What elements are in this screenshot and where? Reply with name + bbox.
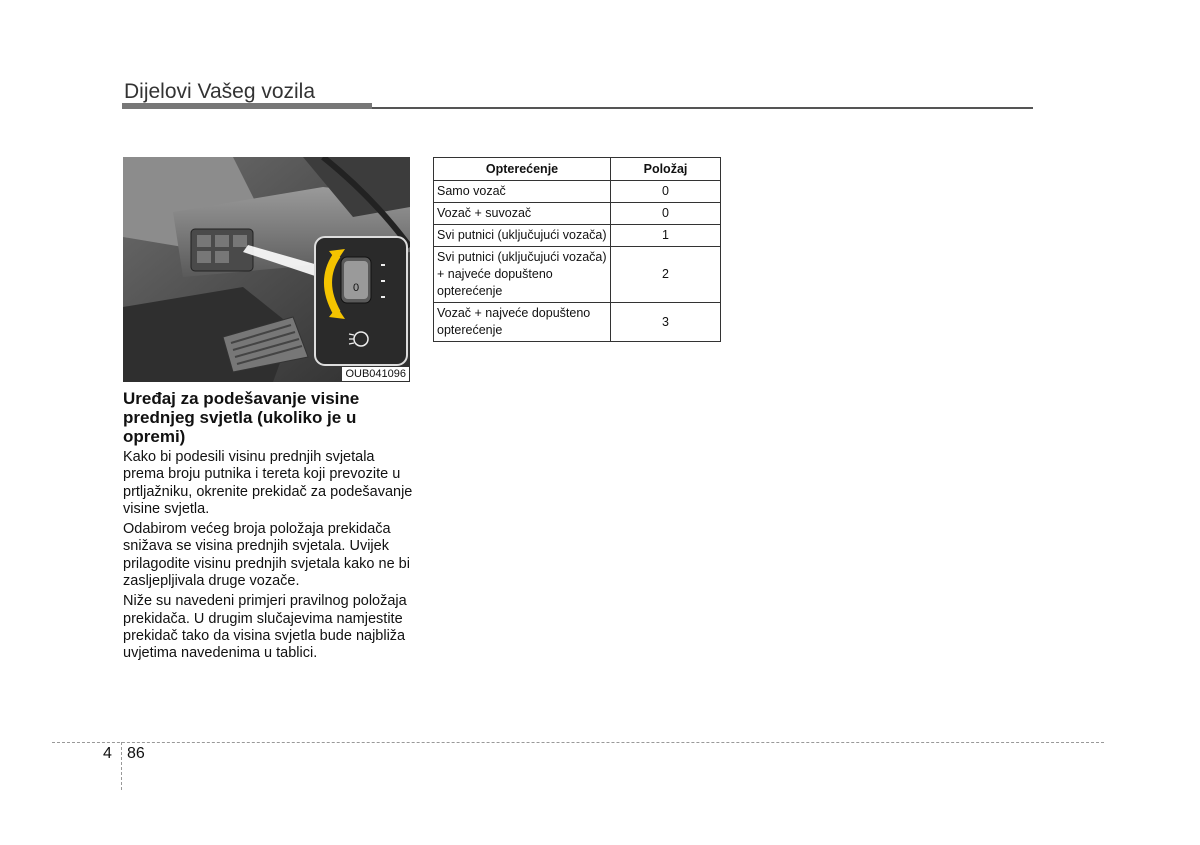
svg-text:0: 0 (352, 282, 360, 294)
table-header-row (434, 158, 721, 181)
load-position-table (433, 157, 721, 342)
page-header-title: Dijelovi Vašeg vozila (124, 80, 316, 103)
table-row (434, 181, 721, 203)
dashboard-illustration (123, 157, 410, 382)
position-cell: 0 (611, 181, 721, 203)
table-row (434, 225, 721, 247)
position-cell: 3 (611, 303, 721, 342)
body-text (123, 449, 415, 666)
section-heading: Uređaj za podešavanje visine prednjeg svjetla (ukoliko je u opremi) (123, 389, 360, 446)
chapter-number: 4 (103, 745, 112, 762)
paragraph: Odabirom većeg broja položaja prekidača snižava se visina prednjih svjetala. Uvijek prilagodite visinu prednjih svjetala kako ne bi zasljepljivala druge vozače. (123, 521, 410, 590)
load-cell: Vozač + suvozač (434, 203, 611, 225)
table-row (434, 203, 721, 225)
load-cell: Samo vozač (434, 181, 611, 203)
footer-divider (52, 742, 1104, 743)
headlight-leveling-figure (123, 157, 410, 382)
paragraph: Niže su navedeni primjeri pravilnog položaja prekidača. U drugim slučajevima namjestite prekidač tako da visina svjetla bude najbliža uvjetima navedenima u tablici. (123, 593, 407, 662)
footer-vertical-divider (121, 742, 122, 790)
load-cell: Vozač + najveće dopušteno opterećenje (434, 303, 611, 342)
table-row (434, 247, 721, 303)
figure-code: OUB041096 (342, 367, 409, 381)
position-cell: 0 (611, 203, 721, 225)
position-cell: 1 (611, 225, 721, 247)
column-header-position: Položaj (611, 158, 721, 181)
header-rule-thin (372, 107, 1033, 109)
page-number: 86 (127, 745, 145, 762)
load-cell: Svi putnici (uključujući vozača) + najveće dopušteno opterećenje (434, 247, 611, 303)
paragraph: Kako bi podesili visinu prednjih svjetala prema broju putnika i tereta koji prevozite u prtljažniku, okrenite prekidač za podešavanje visine svjetla. (123, 449, 413, 517)
column-header-load: Opterećenje (434, 158, 611, 181)
table-row (434, 303, 721, 342)
position-cell: 2 (611, 247, 721, 303)
load-cell: Svi putnici (uključujući vozača) (434, 225, 611, 247)
header-rule-thick (122, 103, 372, 109)
